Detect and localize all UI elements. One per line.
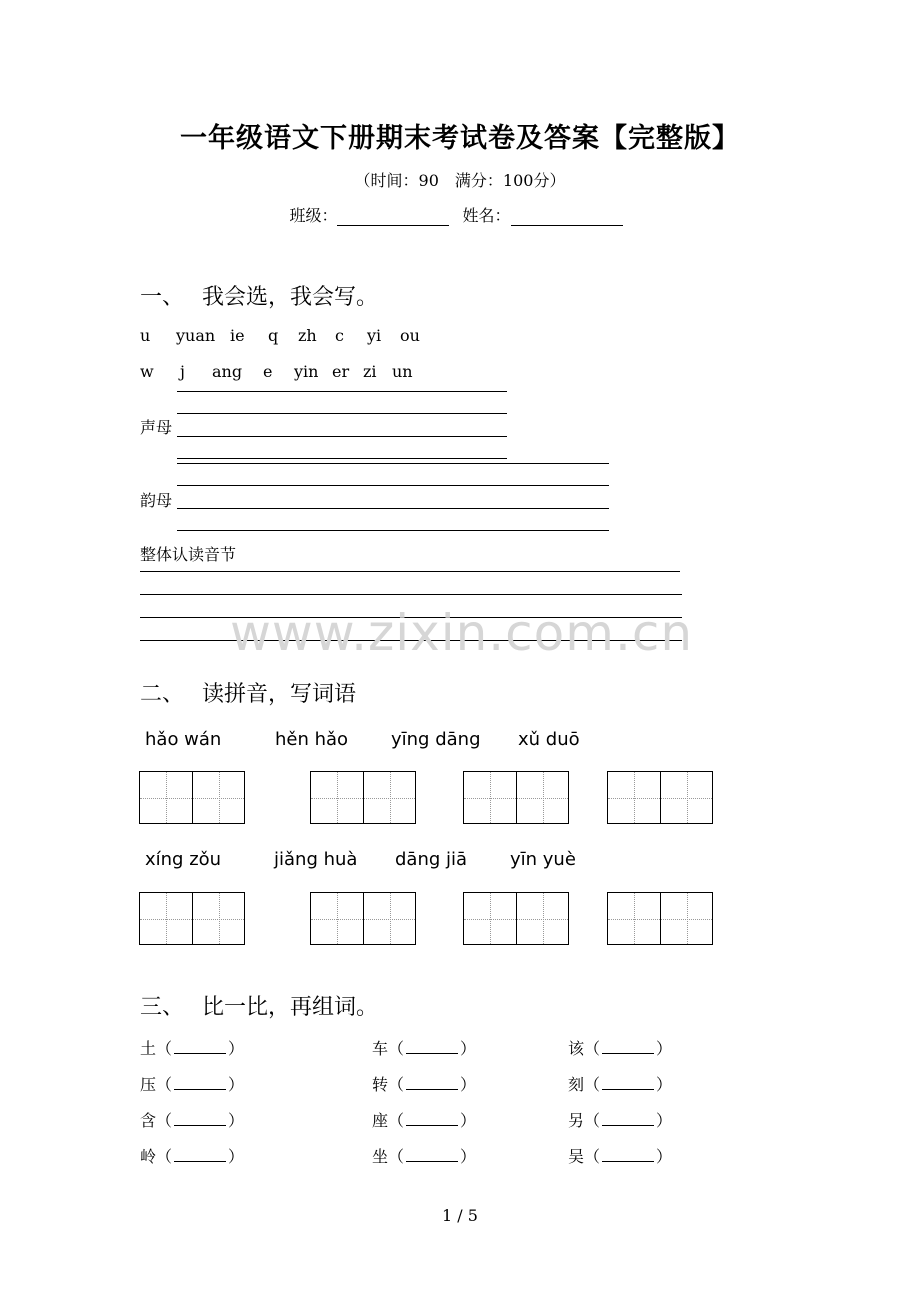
section-number: 二、	[140, 682, 185, 707]
class-label: 班级：	[289, 206, 338, 225]
student-info-row	[0, 203, 920, 226]
open-paren: （	[156, 1147, 173, 1166]
word-answer-blank[interactable]	[406, 1111, 458, 1126]
writing-grid[interactable]	[463, 892, 569, 945]
answer-line[interactable]	[177, 436, 507, 437]
answer-line[interactable]	[177, 413, 507, 414]
page-number: 1 / 5	[442, 1206, 478, 1225]
word-answer-blank[interactable]	[602, 1111, 654, 1126]
compare-character: 岭	[140, 1147, 157, 1166]
pinyin-prompt: xíng zǒu	[145, 849, 222, 870]
compare-character: 土	[140, 1039, 157, 1058]
open-paren: （	[584, 1111, 601, 1130]
pinyin-prompt: xǔ duō	[518, 729, 580, 750]
close-paren: ）	[460, 1111, 477, 1130]
writing-grid[interactable]	[607, 771, 713, 824]
section-title: 我会选，我会写。	[202, 285, 379, 310]
close-paren: ）	[228, 1147, 245, 1166]
compare-character: 含	[140, 1111, 157, 1130]
writing-grid[interactable]	[463, 771, 569, 824]
close-paren: ）	[460, 1075, 477, 1094]
syllable: e	[263, 362, 273, 381]
pinyin-prompt: hěn hǎo	[275, 729, 349, 750]
close-paren: ）	[656, 1039, 673, 1058]
name-field[interactable]	[511, 209, 623, 226]
writing-grid[interactable]	[139, 892, 245, 945]
compare-word-item	[568, 1108, 672, 1131]
compare-character: 该	[568, 1039, 585, 1058]
syllable: yi	[367, 326, 382, 345]
syllable: c	[335, 326, 344, 345]
answer-line[interactable]	[177, 458, 507, 459]
syllable: w	[140, 362, 154, 381]
writing-grid[interactable]	[310, 771, 416, 824]
section-title: 比一比，再组词。	[202, 995, 379, 1020]
pinyin-prompt: jiǎng huà	[274, 849, 358, 870]
exam-info: （时间：90 满分：100分）	[354, 171, 566, 190]
section-2-heading	[140, 677, 356, 708]
compare-word-item	[568, 1036, 672, 1059]
close-paren: ）	[460, 1039, 477, 1058]
writing-grid[interactable]	[607, 892, 713, 945]
writing-grid[interactable]	[310, 892, 416, 945]
open-paren: （	[584, 1075, 601, 1094]
answer-line[interactable]	[140, 594, 682, 595]
open-paren: （	[584, 1147, 601, 1166]
compare-word-item	[140, 1072, 244, 1095]
syllable: ang	[212, 362, 243, 381]
open-paren: （	[156, 1075, 173, 1094]
compare-word-item	[372, 1036, 476, 1059]
section-3-heading	[140, 990, 378, 1021]
syllable: un	[392, 362, 413, 381]
answer-line[interactable]	[177, 485, 609, 486]
word-answer-blank[interactable]	[406, 1039, 458, 1054]
word-answer-blank[interactable]	[174, 1111, 226, 1126]
open-paren: （	[388, 1039, 405, 1058]
answer-line[interactable]	[177, 391, 507, 392]
compare-word-item	[568, 1072, 672, 1095]
syllable: zh	[298, 326, 317, 345]
syllable: er	[332, 362, 350, 381]
syllable: ie	[230, 326, 245, 345]
compare-word-item	[140, 1144, 244, 1167]
syllable: yin	[294, 362, 319, 381]
page-title: 一年级语文下册期末考试卷及答案【完整版】	[180, 123, 740, 154]
watermark: www.zixin.com.cn	[230, 604, 694, 662]
answer-line[interactable]	[177, 530, 609, 531]
close-paren: ）	[656, 1147, 673, 1166]
pinyin-prompt: dāng jiā	[395, 849, 468, 870]
section-number: 一、	[140, 285, 185, 310]
section-number: 三、	[140, 995, 185, 1020]
open-paren: （	[388, 1147, 405, 1166]
syllable: u	[140, 326, 151, 345]
open-paren: （	[156, 1111, 173, 1130]
close-paren: ）	[656, 1075, 673, 1094]
compare-word-item	[140, 1036, 244, 1059]
syllable: yuan	[176, 326, 216, 345]
open-paren: （	[388, 1075, 405, 1094]
open-paren: （	[388, 1111, 405, 1130]
writing-grid[interactable]	[139, 771, 245, 824]
compare-character: 另	[568, 1111, 585, 1130]
section-1-heading	[140, 280, 378, 311]
pinyin-prompt: hǎo wán	[145, 729, 222, 750]
close-paren: ）	[228, 1039, 245, 1058]
compare-character: 座	[372, 1111, 389, 1130]
word-answer-blank[interactable]	[174, 1039, 226, 1054]
word-answer-blank[interactable]	[602, 1147, 654, 1162]
label-zhengti: 整体认读音节	[140, 545, 237, 564]
syllable: zi	[363, 362, 377, 381]
compare-character: 刻	[568, 1075, 585, 1094]
close-paren: ）	[228, 1075, 245, 1094]
class-field[interactable]	[337, 209, 449, 226]
compare-word-item	[372, 1108, 476, 1131]
label-shengmu: 声母	[140, 418, 173, 437]
word-answer-blank[interactable]	[406, 1147, 458, 1162]
compare-word-item	[568, 1144, 672, 1167]
open-paren: （	[584, 1039, 601, 1058]
close-paren: ）	[460, 1147, 477, 1166]
word-answer-blank[interactable]	[406, 1075, 458, 1090]
open-paren: （	[156, 1039, 173, 1058]
compare-word-item	[372, 1072, 476, 1095]
pinyin-prompt: yīn yuè	[510, 849, 576, 870]
compare-word-item	[372, 1144, 476, 1167]
answer-line[interactable]	[177, 463, 609, 464]
close-paren: ）	[656, 1111, 673, 1130]
syllable: q	[268, 326, 279, 345]
name-label: 姓名：	[462, 206, 511, 225]
section-title: 读拼音，写词语	[202, 682, 357, 707]
pinyin-prompt: yīng dāng	[391, 729, 481, 750]
compare-character: 转	[372, 1075, 389, 1094]
word-answer-blank[interactable]	[602, 1075, 654, 1090]
close-paren: ）	[228, 1111, 245, 1130]
word-answer-blank[interactable]	[602, 1039, 654, 1054]
label-yunmu: 韵母	[140, 491, 173, 510]
syllable: ou	[400, 326, 420, 345]
answer-line[interactable]	[140, 571, 680, 572]
word-answer-blank[interactable]	[174, 1075, 226, 1090]
compare-character: 坐	[372, 1147, 389, 1166]
compare-character: 吴	[568, 1147, 585, 1166]
compare-character: 压	[140, 1075, 157, 1094]
compare-word-item	[140, 1108, 244, 1131]
syllable: j	[180, 362, 185, 381]
word-answer-blank[interactable]	[174, 1147, 226, 1162]
answer-line[interactable]	[177, 508, 609, 509]
compare-character: 车	[372, 1039, 389, 1058]
